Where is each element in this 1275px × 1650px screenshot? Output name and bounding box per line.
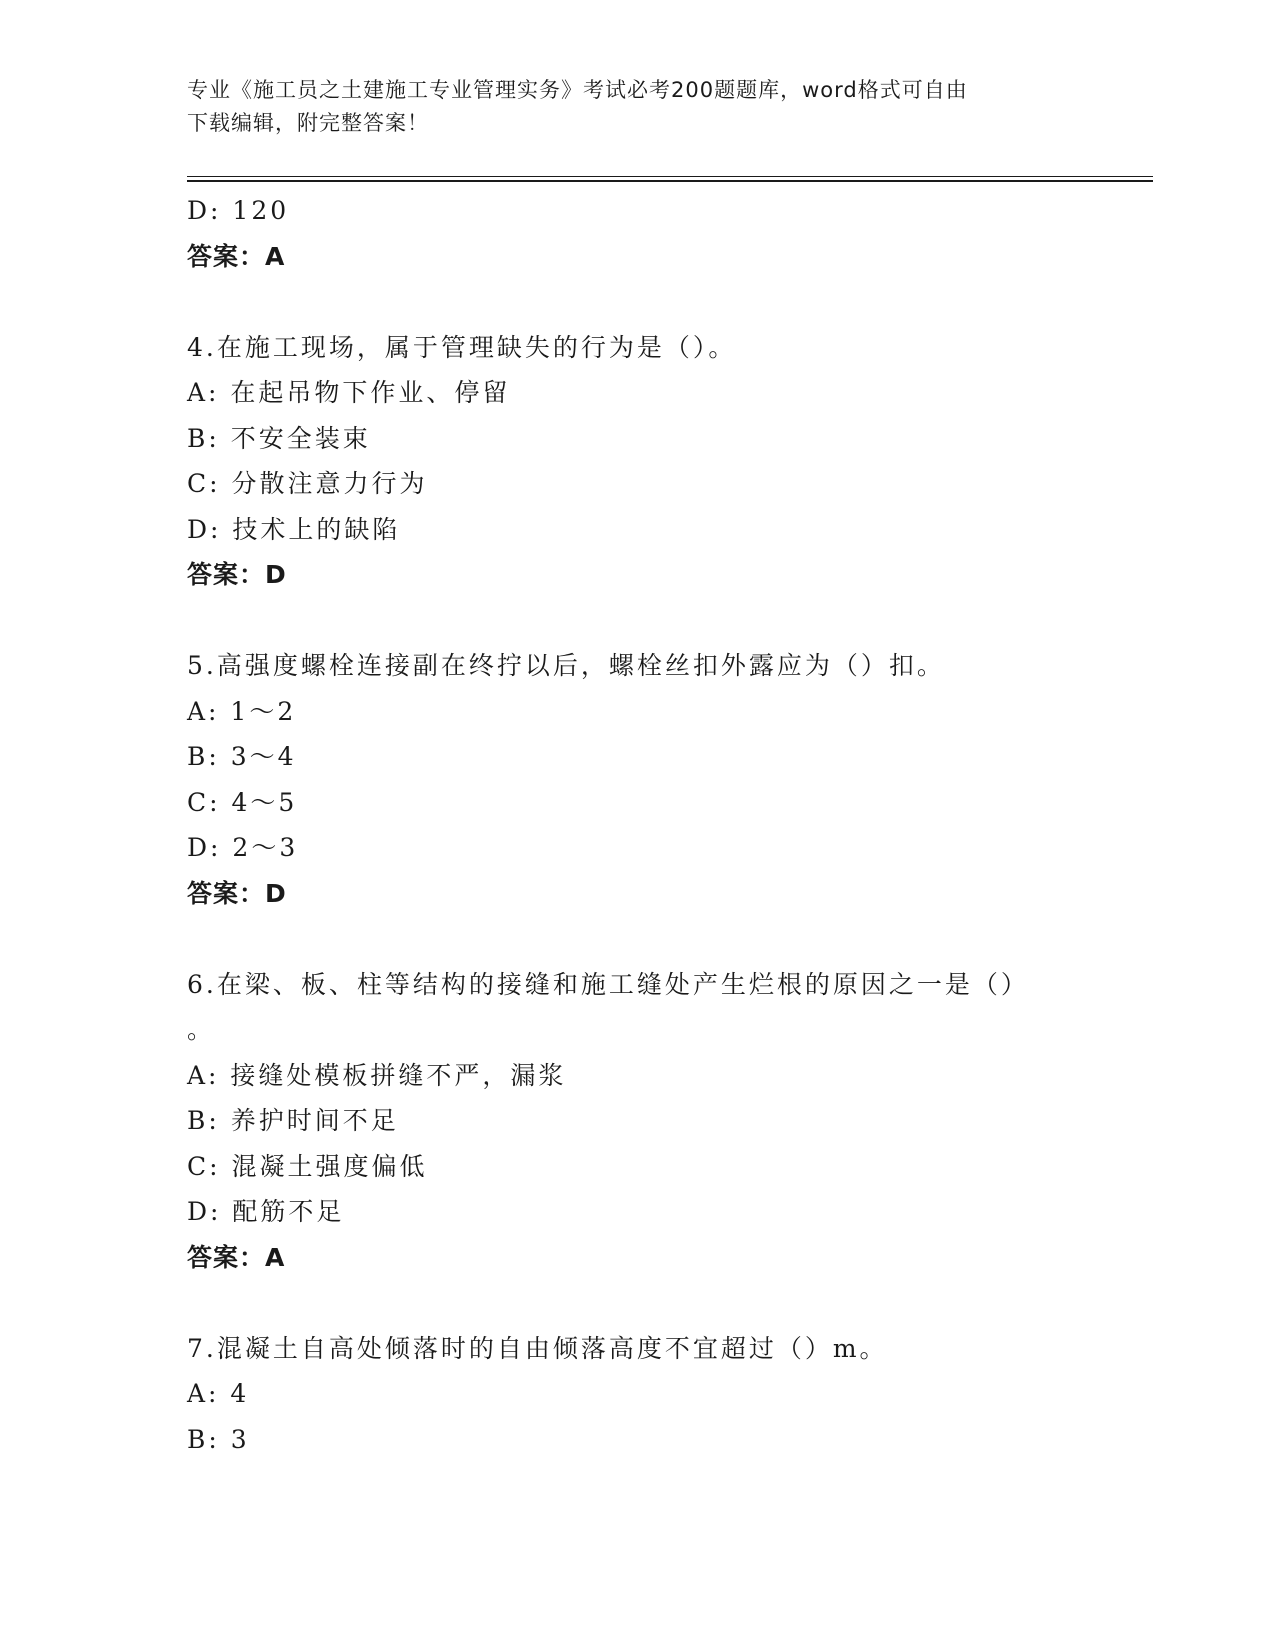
spacer: [187, 279, 1087, 325]
option-b: B: 3～4: [187, 742, 297, 771]
question-stem: 6.在梁、板、柱等结构的接缝和施工缝处产生烂根的原因之一是（）: [187, 969, 1029, 999]
spacer: [187, 916, 1087, 962]
answer-line: 答案：D: [187, 878, 287, 908]
question-7: [187, 1326, 1087, 1463]
answer-line: 答案：D: [187, 560, 287, 589]
question-4: [187, 325, 1087, 598]
answer-line: 答案：A: [187, 1242, 286, 1272]
header-line-2: 下载编辑，附完整答案！: [187, 111, 429, 135]
question-6: [187, 962, 1087, 1281]
option-d: D: 配筋不足: [187, 1197, 345, 1226]
option-b: B: 不安全装束: [187, 423, 371, 453]
option-b: B: 养护时间不足: [187, 1106, 399, 1135]
question-stem: 4.在施工现场，属于管理缺失的行为是（）。: [187, 332, 737, 362]
answer-line: 答案：A: [187, 241, 286, 271]
question-3-fragment: [187, 188, 1087, 279]
option-d: D: 2～3: [187, 833, 299, 862]
question-content: [187, 188, 1087, 1462]
spacer: [187, 598, 1087, 644]
option-d: D: 技术上的缺陷: [187, 514, 401, 544]
option-c: C: 混凝土强度偏低: [187, 1151, 428, 1181]
header-rule-thick: [187, 180, 1153, 182]
option-b: B: 3: [187, 1424, 250, 1454]
option-c: C: 分散注意力行为: [187, 469, 428, 498]
option-a: A: 在起吊物下作业、停留: [187, 378, 511, 407]
question-stem: 5.高强度螺栓连接副在终拧以后，螺栓丝扣外露应为（）扣。: [187, 651, 945, 680]
option-d: D: 120: [187, 196, 290, 225]
header-rule-thin: [187, 176, 1153, 177]
option-a: A: 1～2: [187, 696, 297, 726]
option-c: C: 4～5: [187, 787, 298, 817]
header-line-1: 专业《施工员之土建施工专业管理实务》考试必考200题题库，word格式可自由: [187, 78, 968, 102]
document-header: [187, 74, 1087, 140]
option-a: A: 接缝处模板拼缝不严，漏浆: [187, 1060, 567, 1090]
option-a: A: 4: [187, 1379, 250, 1408]
question-5: [187, 643, 1087, 916]
question-stem: 7.混凝土自高处倾落时的自由倾落高度不宜超过（）m。: [187, 1333, 888, 1363]
spacer: [187, 1280, 1087, 1326]
question-stem-continuation: 。: [187, 1015, 216, 1044]
